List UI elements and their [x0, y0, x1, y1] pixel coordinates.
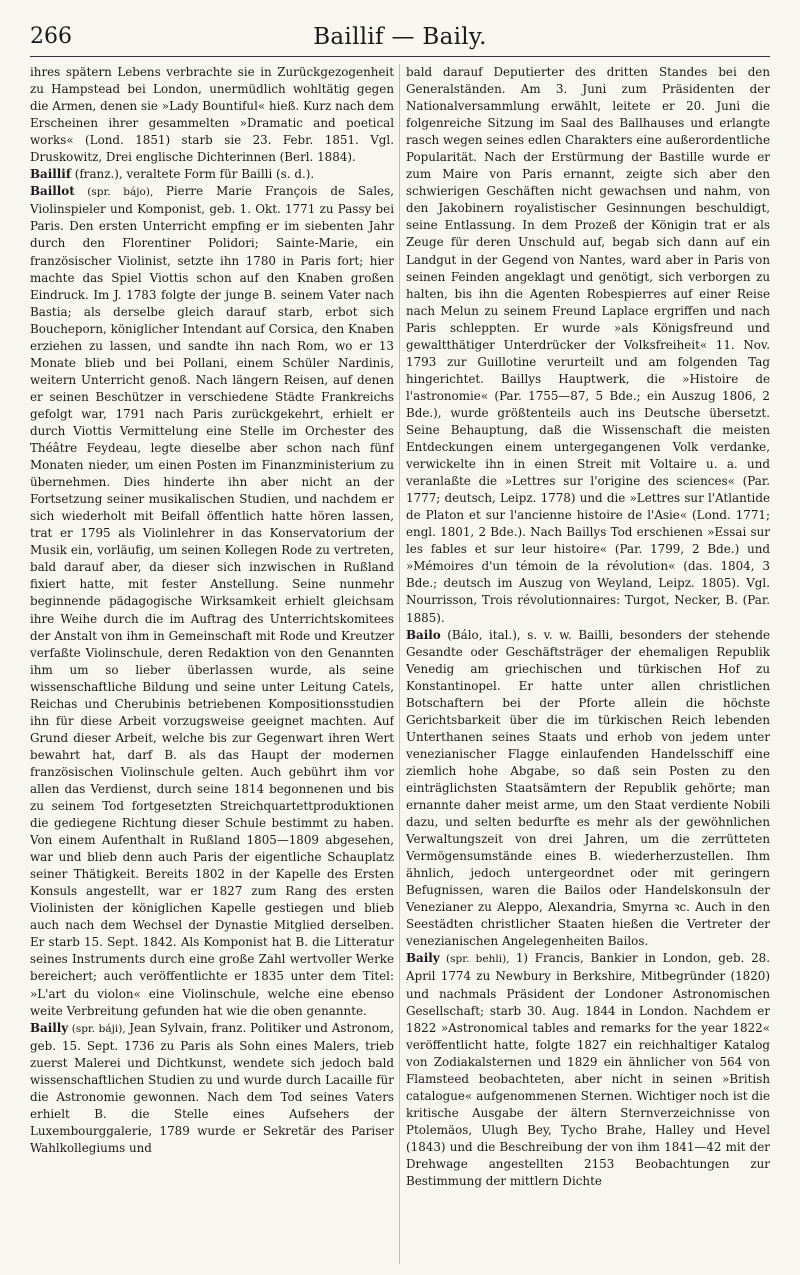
headword: Baillif: [30, 167, 71, 182]
headword: Baily: [406, 951, 440, 966]
entry-text: 1) Francis, Bankier in London, geb. 28. April 1774 zu Newbury in Berkshire, Mitbegründer (1820) und nachmals Präsident der Londoner Astronomischen Gesellschaft; starb 30. Aug. 1844 in London. Nachdem er 1822 »Astronomical tables and remarks for the year 1822« veröffentlicht hatte, folgte 1827 ein reichhaltiger Katalog von Zodiakalsternen und 1829 ein ähnlicher von 564 von Flamsteed beobachteten, aber nicht in seinen »British catalogue« aufgenommenen Sternen. Wichtiger noch ist die kritische Ausgabe der ältern Sternverzeichnisse von Ptolemäos, Ulugh Bey, Tycho Brahe, Halley und Hevel (1843) und die Beschreibung der von ihm 1841—42 mit der Drehwage angestellten 2153 Beobachtungen zur Bestimmung der mittlern Dichte: [406, 951, 770, 1189]
entry-text: (franz.), veraltete Form für Bailli (s. d.).: [70, 167, 315, 182]
entry-baillot: [30, 183, 394, 1019]
entry-text: Jean Sylvain, franz. Politiker und Astronom, geb. 15. Sept. 1736 zu Paris als Sohn eines Malers, trieb zuerst Malerei und Dichtkunst, wendete sich jedoch bald wissenschaftlichen Studien zu und wurde durch Lacaille für die Astronomie gewonnen. Nach dem Tod seines Vaters erhielt B. die Stelle eines Aufsehers der Luxembourggalerie, 1789 wurde er Sekretär des Pariser Wahlkollegiums und: [30, 1020, 394, 1155]
right-column: [406, 64, 770, 1264]
pronunciation: (spr. bájo),: [74, 186, 166, 199]
headword: Bailo: [406, 627, 441, 642]
running-title: Baillif — Baily.: [313, 24, 487, 50]
headword: Bailly: [30, 1020, 69, 1035]
left-column: [30, 64, 394, 1264]
continuation-text: bald darauf Deputierter des dritten Standes bei den Generalständen. Am 3. Juni zum Präsidenten der Nationalversammlung erwählt, leitete er 20. Juni die folgenreiche Sitzung im Saal des Ballhauses und erlangte rasch wegen seines edlen Charakters eine außerordentliche Popularität. Nach der Erstürmung der Bastille wurde er zum Maire von Paris ernannt, zeigte sich aber den schwierigen Geschäften nicht gewachsen und nahm, von den Jakobinern royalistischer Gesinnungen beschuldigt, seine Entlassung. In dem Prozeß der Königin trat er als Zeuge für deren Unschuld auf, begab sich dann auf ein Landgut in der Gegend von Nantes, ward aber in Paris von seinen Feinden angeklagt und genötigt, sich verborgen zu halten, bis ihn die Agenten Robespierres auf einer Reise nach Melun zu seinem Freund Laplace ergriffen und nach Paris schleppten. Er wurde »als Königsfreund und gewaltthätiger Unterdrücker der Volksfreiheit« 11. Nov. 1793 zur Guillotine verurteilt und am folgenden Tag hingerichtet. Baillys Hauptwerk, die »Histoire de l'astronomie« (Par. 1755—87, 5 Bde.; ein Auszug 1806, 2 Bde.), wurde größtenteils auch ins Deutsche übersetzt. Seine Behauptung, daß die Wissenschaft die meisten Entdeckungen einem untergegangenen Volk verdanke, verwickelte ihn in einen Streit mit Voltaire u. a. und veranlaßte die »Lettres sur l'origine des sciences« (Par. 1777; deutsch, Leipz. 1778) und die »Lettres sur l'Atlantide de Platon et sur l'ancienne histoire de l'Asie« (Lond. 1771; engl. 1801, 2 Bde.). Nach Baillys Tod erschienen »Essai sur les fables et sur leur histoire« (Par. 1799, 2 Bde.) und »Mémoires d'un témoin de la révolution« (das. 1804, 3 Bde.; deutsch im Auszug von Weyland, Leipz. 1805). Vgl. Nourrisson, Trois révolutionnaires: Turgot, Necker, B. (Par. 1885).: [406, 65, 770, 625]
entry-bailly: [30, 1020, 394, 1157]
pronunciation: (spr. behli),: [439, 953, 516, 966]
entry-text: Pierre Marie François de Sales, Violinspieler und Komponist, geb. 1. Okt. 1771 zu Passy bei Paris. Den ersten Unterricht empfing er im siebenten Jahr durch den Florentiner Polidori; Sainte-Marie, ein französischer Violinist, setzte ihn 1780 in Paris fort; hier machte das Spiel Viottis schon auf den Knaben großen Eindruck. Im J. 1783 folgte der junge B. seinem Vater nach Bastia; als derselbe gleich darauf starb, erbot sich Boucheporn, königlicher Intendant auf Corsica, den Knaben erziehen zu lassen, und sandte ihn nach Rom, wo er 13 Monate blieb und bei Pollani, einem Schüler Nardinis, weitern Unterricht genoß. Nach längern Reisen, auf denen er seinen Beschützer in verschiedene Städte Frankreichs gefolgt war, 1791 nach Paris zurückgekehrt, erhielt er durch Viottis Vermittelung eine Stelle im Orchester des Théâtre Feydeau, legte dieselbe aber schon nach fünf Monaten nieder, um einen Posten im Finanzministerium zu übernehmen. Dies hinderte ihn aber nicht an der Fortsetzung seiner musikalischen Studien, und nachdem er sich wiederholt mit Beifall öffentlich hatte hören lassen, trat er 1795 als Violinlehrer in das Konservatorium der Musik ein, vorläufig, um seinen Kollegen Rode zu vertreten, bald darauf aber, da dieser sich inzwischen in Rußland fixiert hatte, mit fester Anstellung. Seine nunmehr beginnende pädagogische Wirksamkeit erhielt gleichsam ihre Weihe durch die im Auftrag des Unterrichtskomitees der Anstalt von ihm in Gemeinschaft mit Rode und Kreutzer verfaßte Violinschule, deren Redaktion von den Genannten ihm um so lieber überlassen wurde, als seine wissenschaftliche Bildung und seine unter Leitung Catels, Reichas und Cherubinis betriebenen Kompositionsstudien ihn für diese Arbeit vorzugsweise geeignet machten. Auf Grund dieser Arbeit, welche bis zur Gegenwart ihren Wert bewahrt hat, darf B. als das Haupt der modernen französischen Violinschule gelten. Auch gebührt ihm vor allen das Verdienst, durch seine 1814 begonnenen und bis zu seinem Tod fortgesetzten Streichquartettproduktionen die gediegene Richtung dieser Schule bestimmt zu haben. Von einem Aufenthalt in Rußland 1805—1809 abgesehen, war und blieb denn auch Paris der eigentliche Schauplatz seiner Thätigkeit. Bereits 1802 in der Kapelle des Ersten Konsuls angestellt, war er 1827 zum Rang des ersten Violinisten der königlichen Kapelle gestiegen und blieb auch nach dem Wechsel der Dynastie Mitglied derselben. Er starb 15. Sept. 1842. Als Komponist hat B. die Litteratur seines Instruments durch eine große Zahl wertvoller Werke bereichert; auch veröffentlichte er 1835 unter dem Titel: »L'art du violon« eine Violinschule, welche eine ebenso weite Verbreitung gefunden hat wie die oben genannte.: [30, 184, 394, 1018]
page-header: [30, 22, 770, 57]
entry-bailo: [406, 627, 770, 951]
entry-baily: [406, 950, 770, 1190]
entry-baillif: [30, 166, 394, 183]
pronunciation: (spr. báji),: [68, 1022, 130, 1035]
column-divider: [399, 64, 400, 1264]
continuation-text: ihres spätern Lebens verbrachte sie in Zurückgezogenheit zu Hampstead bei London, unermüdlich wohltätig gegen die Armen, denen sie »Lady Bountiful« hieß. Kurz nach dem Erscheinen ihrer gesammelten »Dramatic and poetical works« (Lond. 1851) starb sie 23. Febr. 1851. Vgl. Druskowitz, Drei englische Dichterinnen (Berl. 1884).: [30, 65, 394, 165]
page-number: 266: [30, 24, 72, 49]
headword: Baillot: [30, 184, 75, 199]
entry-text: (Bálo, ital.), s. v. w. Bailli, besonders der stehende Gesandte oder Geschäftsträger der ehemaligen Republik Venedig am griechischen und türkischen Hof zu Konstantinopel. Er hatte unter allen christlichen Botschaftern bei der Pforte allein die höchste Gerichtsbarkeit über die im türkischen Reich lebenden Unterthanen seines Staats und erhob von jedem unter venezianischer Flagge einlaufenden Handelsschiff eine ziemlich hohe Abgabe, so daß sein Posten zu den einträglichsten Staatsämtern der Republik gehörte; man ernannte daher meist arme, um den Staat verdiente Nobili dazu, und selten bedurfte es mehr als der gewöhnlichen Verwaltungszeit von drei Jahren, um die zerrütteten Vermögensumstände eines B. wiederherzustellen. Ihm ähnlich, jedoch untergeordnet oder mit geringern Befugnissen, waren die Bailos oder Handelskonsuln der Venezianer zu Aleppo, Alexandria, Smyrna ꝛc. Auch in den Seestädten christlicher Staaten hießen die Vertreter der venezianischen Angelegenheiten Bailos.: [406, 627, 770, 949]
